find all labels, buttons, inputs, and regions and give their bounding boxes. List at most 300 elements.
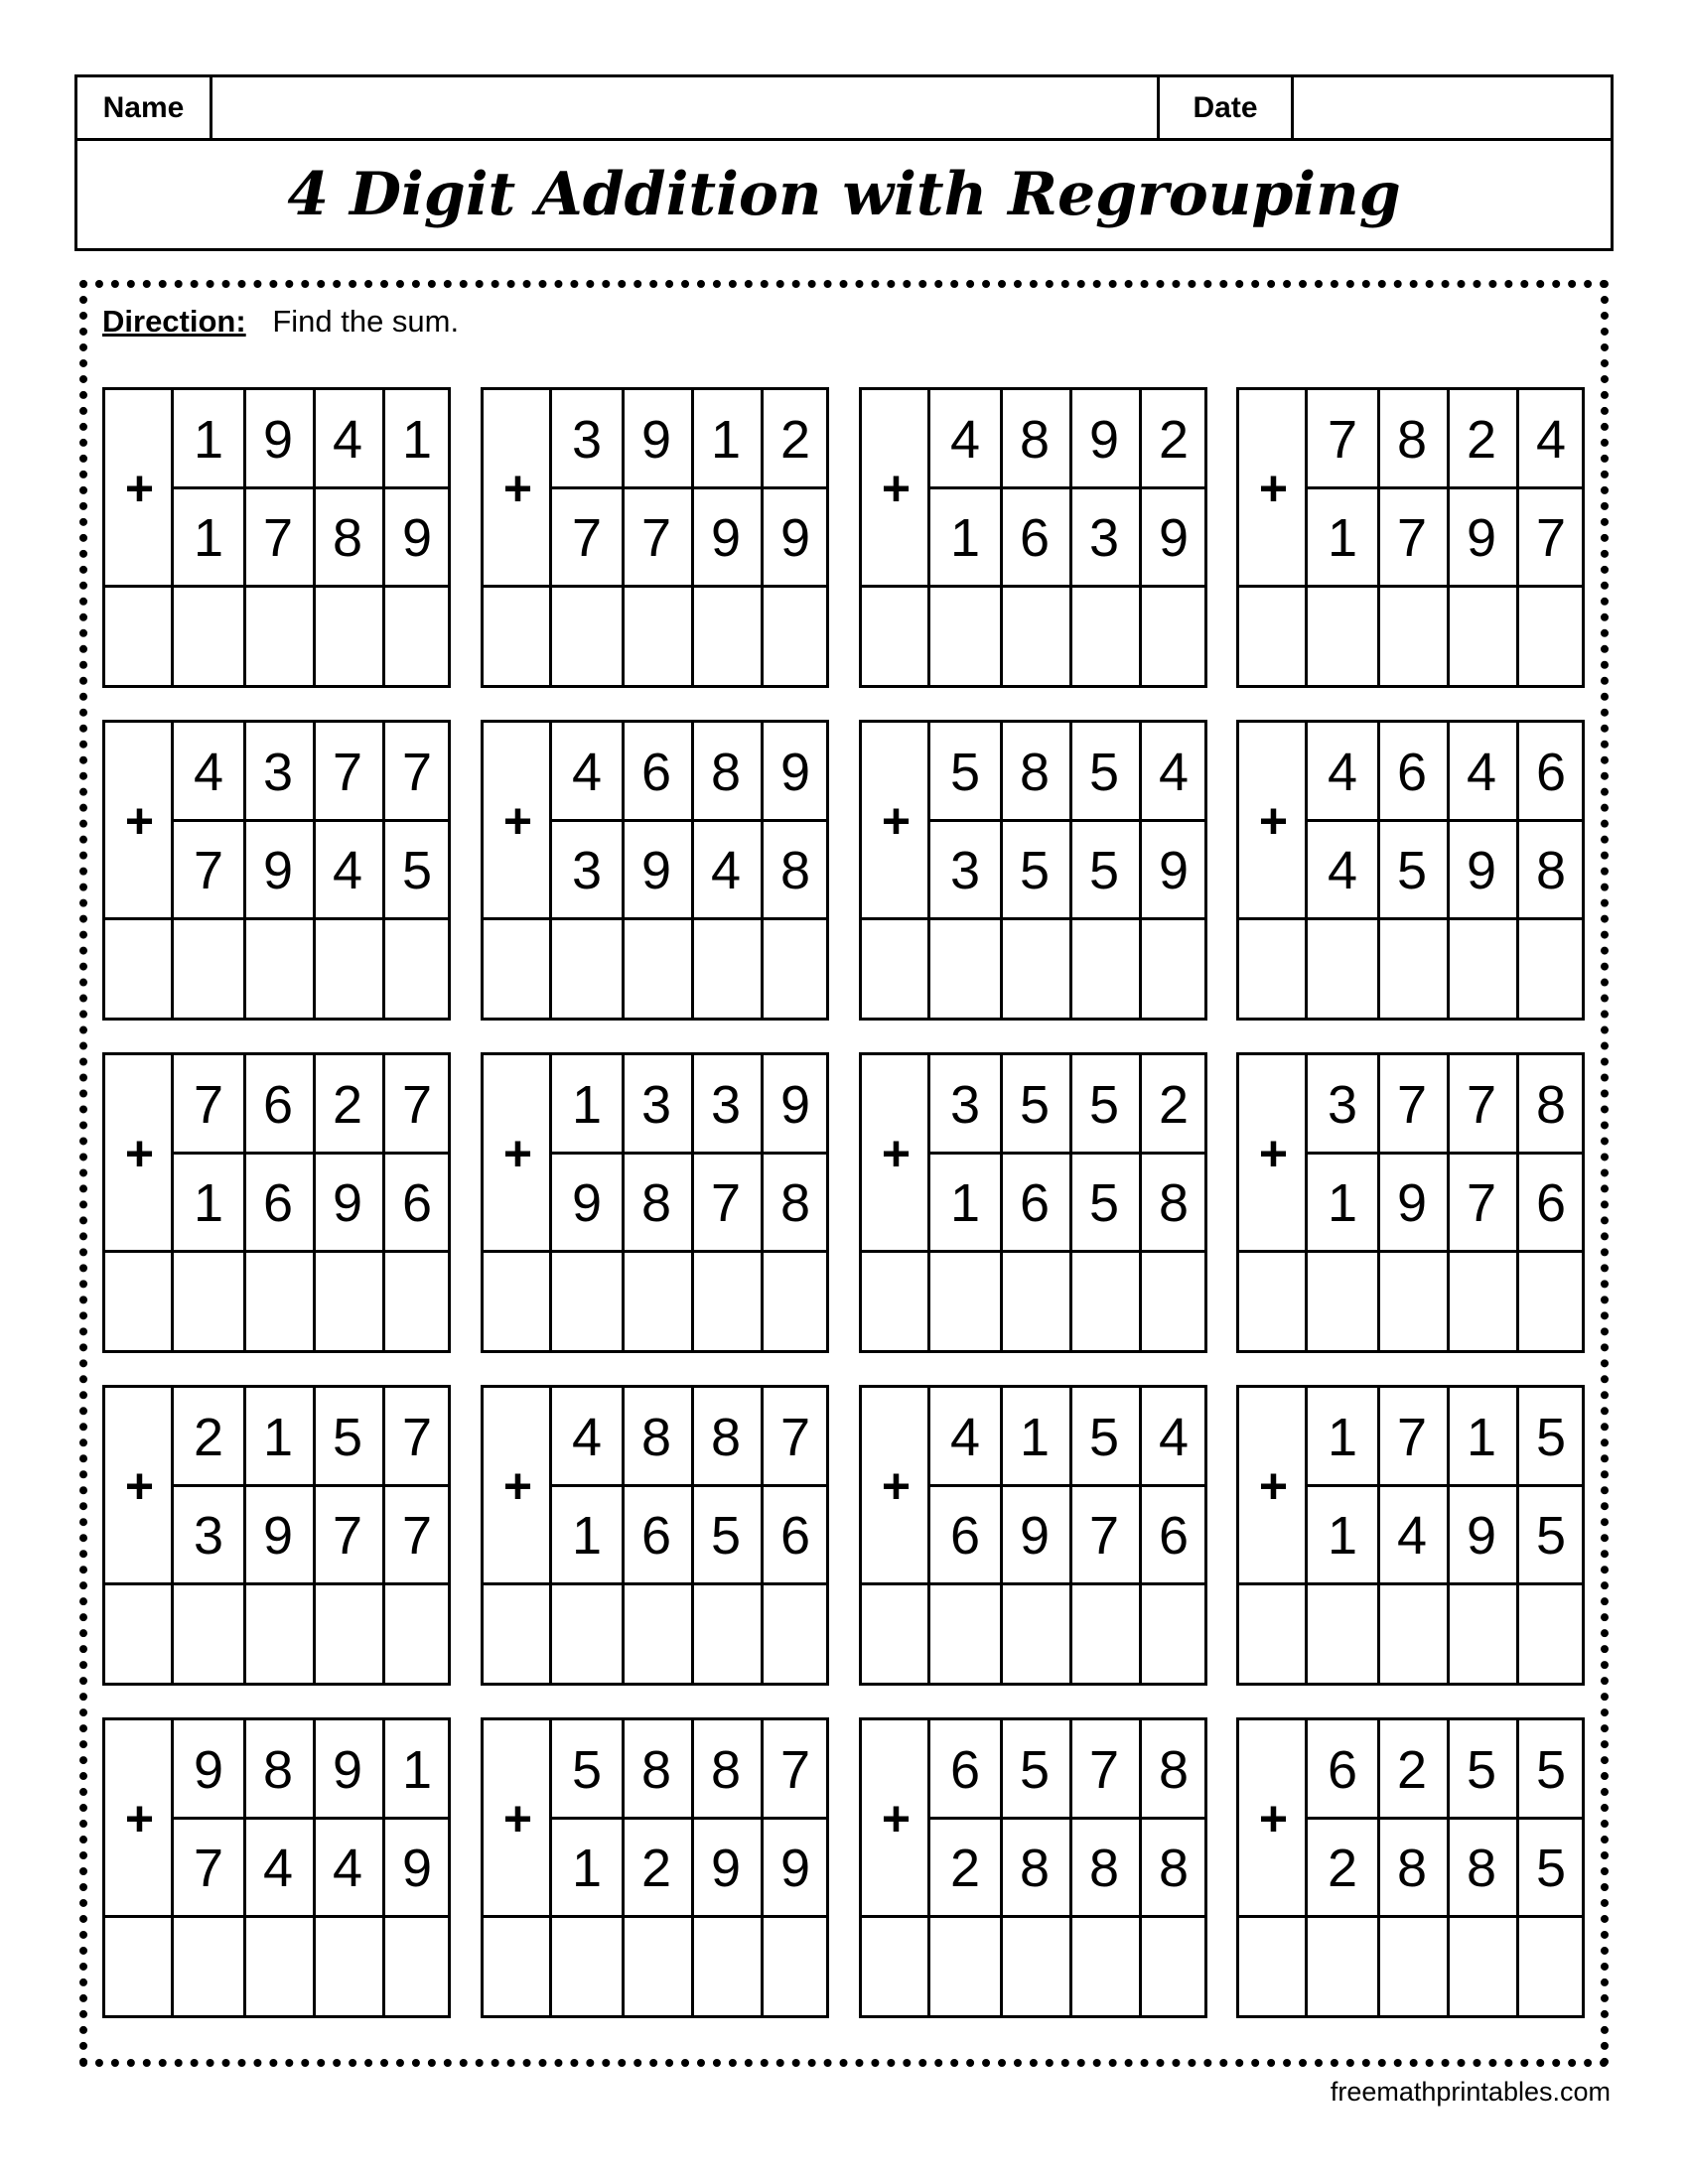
answer-cell[interactable] [1447,1585,1513,1683]
second-addend-digit: 9 [1466,840,1497,900]
second-addend-digit: 8 [1466,1838,1497,1898]
second-addend-digit: 7 [640,507,672,568]
addend-digit: 7 [401,1407,433,1467]
addend-digit: 7 [1396,1407,1428,1467]
second-addend-digit: 7 [401,1505,433,1566]
addition-problem [1236,1717,1585,2018]
plus-sign: + [881,1791,912,1846]
answer-cell[interactable] [1139,920,1205,1018]
second-addend-digit: 3 [949,840,981,900]
answer-cell[interactable] [313,588,379,685]
answer-cell[interactable] [484,1918,549,2015]
answer-cell[interactable] [691,588,758,685]
addend-digit: 4 [193,742,224,802]
addition-problem [102,1717,451,2018]
answer-cell[interactable] [1516,1253,1583,1350]
second-addend-digit: 7 [1088,1505,1120,1566]
answer-cell[interactable] [313,1253,379,1350]
answer-cell[interactable] [1377,588,1444,685]
answer-cell[interactable] [243,1253,310,1350]
answer-cell[interactable] [552,588,619,685]
answer-cell[interactable] [862,1585,927,1683]
answer-cell[interactable] [930,1585,997,1683]
plus-sign: + [124,1126,155,1181]
second-addend-digit: 5 [1088,1172,1120,1233]
second-addend-digit: 2 [640,1838,672,1898]
second-addend-digit: 5 [1088,840,1120,900]
plus-sign: + [124,793,155,849]
direction-label: Direction: [102,304,246,339]
second-addend-digit: 3 [193,1505,224,1566]
name-label: Name [77,77,212,138]
second-addend-digit: 7 [193,1838,224,1898]
second-addend-digit: 9 [779,1838,811,1898]
answer-cell[interactable] [761,1253,827,1350]
addend-digit: 2 [1158,1074,1190,1135]
name-field[interactable] [212,77,1160,138]
second-addend-digit: 5 [1019,840,1051,900]
addend-digit: 7 [1396,1074,1428,1135]
plus-sign: + [881,1458,912,1514]
addend-digit: 4 [1327,742,1358,802]
second-addend-digit: 6 [1019,507,1051,568]
plus-sign: + [881,793,912,849]
addend-digit: 5 [1466,1739,1497,1800]
answer-cell[interactable] [1516,920,1583,1018]
answer-cell[interactable] [382,920,449,1018]
plus-sign: + [502,793,533,849]
addend-digit: 7 [779,1407,811,1467]
second-addend-digit: 9 [1466,1505,1497,1566]
answer-cell[interactable] [1308,1585,1374,1683]
addend-digit: 7 [779,1739,811,1800]
answer-cell[interactable] [1000,588,1066,685]
answer-cell[interactable] [1308,1253,1374,1350]
second-addend-digit: 1 [949,1172,981,1233]
addend-digit: 9 [779,1074,811,1135]
second-addend-digit: 4 [332,840,363,900]
second-addend-digit: 5 [1396,840,1428,900]
addend-digit: 6 [640,742,672,802]
answer-cell[interactable] [1516,588,1583,685]
addend-digit: 8 [1396,409,1428,470]
answer-cell[interactable] [382,1585,449,1683]
addition-problem [102,720,451,1021]
addend-digit: 8 [1019,742,1051,802]
addend-digit: 9 [1088,409,1120,470]
answer-cell[interactable] [1239,1253,1305,1350]
second-addend-digit: 9 [1019,1505,1051,1566]
addend-digit: 8 [640,1739,672,1800]
second-addend-digit: 7 [710,1172,742,1233]
addend-digit: 8 [710,1407,742,1467]
second-addend-digit: 4 [332,1838,363,1898]
addend-digit: 5 [1088,1074,1120,1135]
second-addend-digit: 2 [949,1838,981,1898]
second-addend-digit: 9 [640,840,672,900]
answer-cell[interactable] [691,920,758,1018]
addend-digit: 5 [1088,742,1120,802]
second-addend-digit: 5 [710,1505,742,1566]
addition-problem [481,1717,829,2018]
addend-digit: 4 [1466,742,1497,802]
addend-digit: 7 [1327,409,1358,470]
addition-problem [481,387,829,688]
second-addend-digit: 7 [193,840,224,900]
answer-cell[interactable] [1239,1918,1305,2015]
answer-cell[interactable] [552,1585,619,1683]
second-addend-digit: 1 [193,507,224,568]
answer-cell[interactable] [761,1918,827,2015]
second-addend-digit: 8 [1019,1838,1051,1898]
answer-cell[interactable] [1516,1585,1583,1683]
answer-cell[interactable] [174,1253,240,1350]
addend-digit: 4 [571,742,603,802]
answer-cell[interactable] [243,1585,310,1683]
date-field[interactable] [1294,77,1611,138]
addend-digit: 9 [193,1739,224,1800]
answer-cell[interactable] [105,1585,171,1683]
addition-problem [102,1385,451,1686]
answer-cell[interactable] [622,1253,688,1350]
addend-digit: 1 [710,409,742,470]
addend-digit: 4 [571,1407,603,1467]
second-addend-digit: 9 [1158,840,1190,900]
second-addend-digit: 1 [949,507,981,568]
direction-text: Find the sum. [272,304,460,339]
addend-digit: 5 [571,1739,603,1800]
second-addend-digit: 7 [332,1505,363,1566]
answer-cell[interactable] [1308,920,1374,1018]
plus-sign: + [1258,1791,1289,1846]
answer-cell[interactable] [1447,588,1513,685]
answer-cell[interactable] [1447,1918,1513,2015]
plus-sign: + [502,1126,533,1181]
answer-cell[interactable] [174,588,240,685]
addition-problem [102,387,451,688]
second-addend-digit: 8 [779,1172,811,1233]
second-addend-digit: 3 [571,840,603,900]
plus-sign: + [124,1791,155,1846]
second-addend-digit: 9 [401,1838,433,1898]
addend-digit: 9 [640,409,672,470]
answer-cell[interactable] [382,588,449,685]
second-addend-digit: 6 [640,1505,672,1566]
answer-cell[interactable] [622,1918,688,2015]
second-addend-digit: 9 [332,1172,363,1233]
answer-cell[interactable] [1000,920,1066,1018]
answer-cell[interactable] [761,1585,827,1683]
answer-cell[interactable] [552,920,619,1018]
addition-problem [481,1385,829,1686]
addend-digit: 1 [1466,1407,1497,1467]
second-addend-digit: 7 [1535,507,1567,568]
answer-cell[interactable] [484,1253,549,1350]
second-addend-digit: 9 [1158,507,1190,568]
answer-cell[interactable] [1139,588,1205,685]
plus-sign: + [1258,461,1289,516]
addend-digit: 8 [262,1739,294,1800]
plus-sign: + [1258,793,1289,849]
second-addend-digit: 5 [1535,1505,1567,1566]
second-addend-digit: 8 [332,507,363,568]
addition-problem [481,720,829,1021]
addition-problem [859,387,1207,688]
addend-digit: 3 [262,742,294,802]
worksheet-header [74,74,1614,251]
plus-sign: + [1258,1126,1289,1181]
addend-digit: 7 [1088,1739,1120,1800]
second-addend-digit: 1 [571,1838,603,1898]
plus-sign: + [881,461,912,516]
answer-cell[interactable] [862,588,927,685]
addend-digit: 8 [640,1407,672,1467]
answer-cell[interactable] [862,920,927,1018]
direction [102,304,459,340]
answer-cell[interactable] [382,1918,449,2015]
answer-cell[interactable] [484,1585,549,1683]
addend-digit: 5 [332,1407,363,1467]
second-addend-digit: 1 [571,1505,603,1566]
second-addend-digit: 7 [1396,507,1428,568]
addend-digit: 2 [1396,1739,1428,1800]
answer-cell[interactable] [1516,1918,1583,2015]
addend-digit: 3 [1327,1074,1358,1135]
answer-cell[interactable] [243,588,310,685]
second-addend-digit: 9 [779,507,811,568]
second-addend-digit: 5 [1535,1838,1567,1898]
addend-digit: 5 [1535,1739,1567,1800]
second-addend-digit: 9 [710,1838,742,1898]
answer-cell[interactable] [1069,1585,1136,1683]
answer-cell[interactable] [552,1918,619,2015]
second-addend-digit: 5 [401,840,433,900]
answer-cell[interactable] [862,1918,927,2015]
addend-digit: 7 [401,1074,433,1135]
addend-digit: 7 [332,742,363,802]
answer-cell[interactable] [484,588,549,685]
answer-cell[interactable] [930,588,997,685]
answer-cell[interactable] [761,920,827,1018]
addend-digit: 4 [332,409,363,470]
second-addend-digit: 6 [1019,1172,1051,1233]
answer-cell[interactable] [552,1253,619,1350]
answer-cell[interactable] [1239,588,1305,685]
addend-digit: 7 [401,742,433,802]
second-addend-digit: 8 [1158,1172,1190,1233]
second-addend-digit: 8 [1088,1838,1120,1898]
addend-digit: 5 [1019,1739,1051,1800]
addition-problem [1236,720,1585,1021]
second-addend-digit: 6 [1535,1172,1567,1233]
answer-cell[interactable] [1069,1253,1136,1350]
plus-sign: + [124,461,155,516]
answer-cell[interactable] [930,1918,997,2015]
addend-digit: 4 [1535,409,1567,470]
second-addend-digit: 8 [1535,840,1567,900]
answer-cell[interactable] [174,1585,240,1683]
answer-cell[interactable] [1069,920,1136,1018]
addition-problem [1236,387,1585,688]
addend-digit: 1 [193,409,224,470]
answer-cell[interactable] [174,920,240,1018]
answer-cell[interactable] [930,1253,997,1350]
addend-digit: 5 [949,742,981,802]
addend-digit: 6 [1535,742,1567,802]
addend-digit: 2 [1158,409,1190,470]
addend-digit: 8 [710,742,742,802]
footer-url: freemathprintables.com [1330,2077,1611,2107]
answer-cell[interactable] [622,920,688,1018]
addend-digit: 8 [1158,1739,1190,1800]
addend-digit: 9 [332,1739,363,1800]
addend-digit: 4 [949,1407,981,1467]
answer-cell[interactable] [862,1253,927,1350]
answer-cell[interactable] [105,1253,171,1350]
second-addend-digit: 1 [1327,507,1358,568]
answer-cell[interactable] [1239,1585,1305,1683]
second-addend-digit: 3 [1088,507,1120,568]
answer-cell[interactable] [1447,1253,1513,1350]
addend-digit: 2 [779,409,811,470]
addend-digit: 3 [571,409,603,470]
answer-cell[interactable] [761,588,827,685]
answer-cell[interactable] [1069,588,1136,685]
plus-sign: + [502,1791,533,1846]
second-addend-digit: 9 [262,1505,294,1566]
answer-cell[interactable] [1139,1918,1205,2015]
second-addend-digit: 1 [1327,1172,1358,1233]
second-addend-digit: 4 [1396,1505,1428,1566]
addend-digit: 6 [262,1074,294,1135]
answer-cell[interactable] [484,920,549,1018]
second-addend-digit: 4 [262,1838,294,1898]
addend-digit: 2 [1466,409,1497,470]
answer-cell[interactable] [1000,1253,1066,1350]
answer-cell[interactable] [105,920,171,1018]
addend-digit: 3 [949,1074,981,1135]
worksheet-title: 4 Digit Addition with Regrouping [287,160,1401,229]
answer-cell[interactable] [1308,588,1374,685]
addend-digit: 1 [262,1407,294,1467]
answer-cell[interactable] [243,1918,310,2015]
answer-cell[interactable] [382,1253,449,1350]
date-label: Date [1160,77,1294,138]
addend-digit: 2 [193,1407,224,1467]
second-addend-digit: 7 [571,507,603,568]
addition-problem [481,1052,829,1353]
plus-sign: + [502,1458,533,1514]
addend-digit: 1 [571,1074,603,1135]
answer-cell[interactable] [1377,1918,1444,2015]
answer-cell[interactable] [1447,920,1513,1018]
answer-cell[interactable] [105,588,171,685]
second-addend-digit: 6 [779,1505,811,1566]
second-addend-digit: 9 [401,507,433,568]
addition-problem [859,1385,1207,1686]
answer-cell[interactable] [313,1918,379,2015]
answer-cell[interactable] [243,920,310,1018]
addend-digit: 6 [1327,1739,1358,1800]
addend-digit: 1 [1327,1407,1358,1467]
second-addend-digit: 9 [1466,507,1497,568]
addend-digit: 5 [1535,1407,1567,1467]
addend-digit: 8 [1019,409,1051,470]
second-addend-digit: 9 [262,840,294,900]
answer-cell[interactable] [622,1585,688,1683]
addend-digit: 2 [332,1074,363,1135]
second-addend-digit: 6 [1158,1505,1190,1566]
answer-cell[interactable] [691,1918,758,2015]
addend-digit: 3 [710,1074,742,1135]
addend-digit: 8 [710,1739,742,1800]
second-addend-digit: 8 [1158,1838,1190,1898]
addend-digit: 7 [193,1074,224,1135]
second-addend-digit: 2 [1327,1838,1358,1898]
addend-digit: 1 [401,1739,433,1800]
addend-digit: 5 [1019,1074,1051,1135]
second-addend-digit: 8 [640,1172,672,1233]
addition-problem [859,720,1207,1021]
second-addend-digit: 9 [571,1172,603,1233]
second-addend-digit: 8 [779,840,811,900]
second-addend-digit: 1 [1327,1505,1358,1566]
answer-cell[interactable] [1139,1585,1205,1683]
addend-digit: 5 [1088,1407,1120,1467]
addend-digit: 4 [949,409,981,470]
addend-digit: 1 [401,409,433,470]
second-addend-digit: 7 [262,507,294,568]
answer-cell[interactable] [1239,920,1305,1018]
answer-cell[interactable] [1069,1918,1136,2015]
addend-digit: 8 [1535,1074,1567,1135]
addition-problem [859,1052,1207,1353]
answer-cell[interactable] [1308,1918,1374,2015]
addend-digit: 3 [640,1074,672,1135]
answer-cell[interactable] [313,920,379,1018]
second-addend-digit: 8 [1396,1838,1428,1898]
addition-problem [102,1052,451,1353]
second-addend-digit: 9 [710,507,742,568]
answer-cell[interactable] [1377,920,1444,1018]
answer-cell[interactable] [1377,1253,1444,1350]
addend-digit: 4 [1158,742,1190,802]
addend-digit: 6 [949,1739,981,1800]
second-addend-digit: 7 [1466,1172,1497,1233]
second-addend-digit: 6 [401,1172,433,1233]
second-addend-digit: 4 [710,840,742,900]
second-addend-digit: 6 [262,1172,294,1233]
answer-cell[interactable] [691,1253,758,1350]
answer-cell[interactable] [622,588,688,685]
answer-cell[interactable] [691,1585,758,1683]
addition-problem [1236,1052,1585,1353]
name-date-row [77,77,1611,141]
answer-cell[interactable] [1139,1253,1205,1350]
answer-cell[interactable] [105,1918,171,2015]
answer-cell[interactable] [1000,1918,1066,2015]
addend-digit: 9 [262,409,294,470]
plus-sign: + [502,461,533,516]
second-addend-digit: 6 [949,1505,981,1566]
answer-cell[interactable] [930,920,997,1018]
answer-cell[interactable] [1000,1585,1066,1683]
answer-cell[interactable] [1377,1585,1444,1683]
answer-cell[interactable] [313,1585,379,1683]
addend-digit: 7 [1466,1074,1497,1135]
plus-sign: + [1258,1458,1289,1514]
answer-cell[interactable] [174,1918,240,2015]
